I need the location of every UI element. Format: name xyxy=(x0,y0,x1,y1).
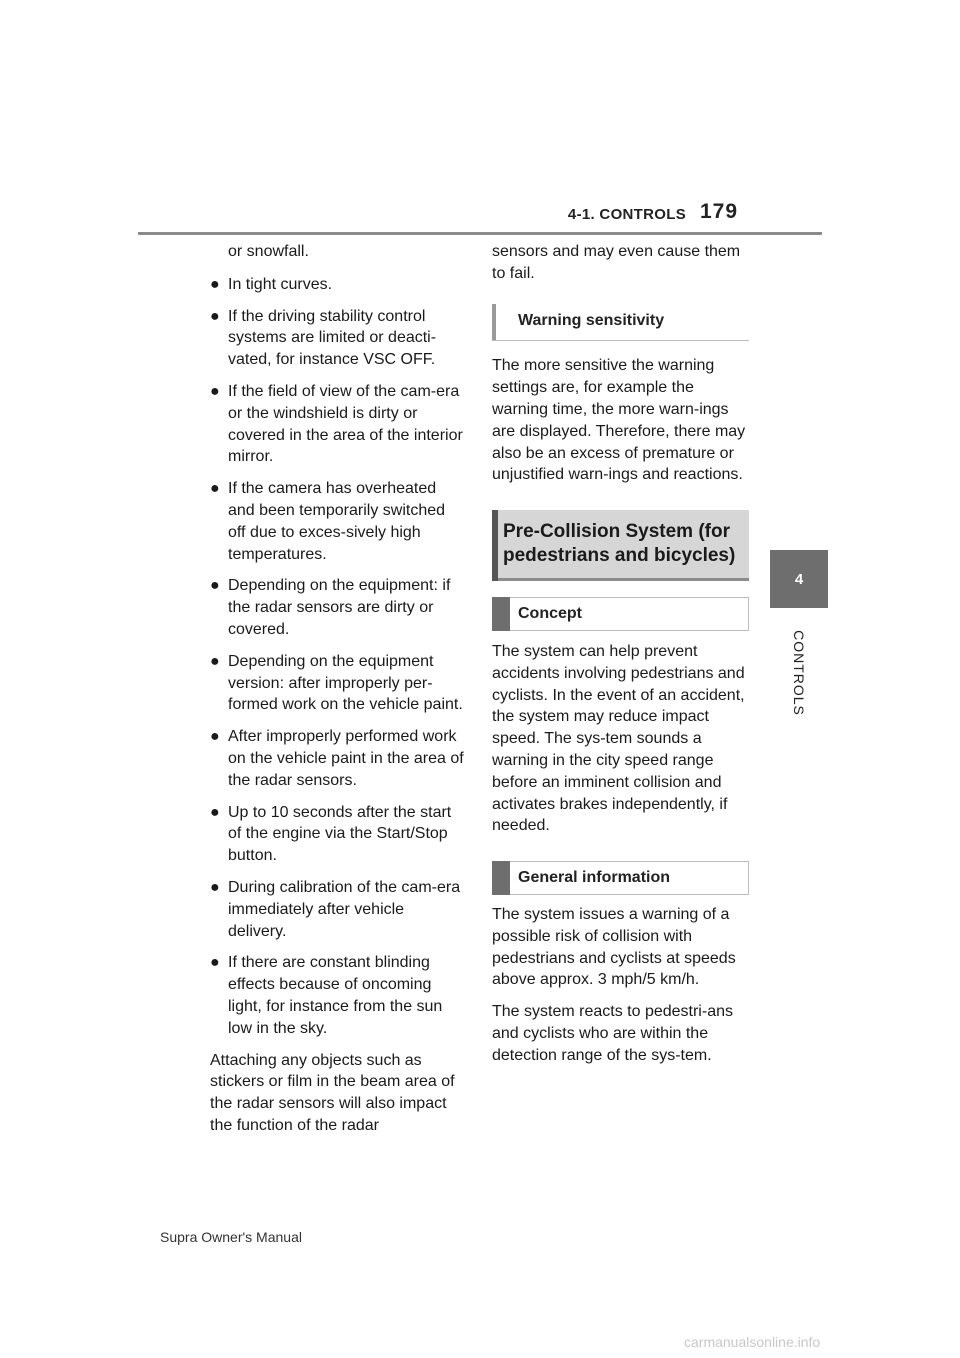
list-item-text: Depending on the equipment: if the radar sensors are dirty or covered. xyxy=(228,577,451,638)
list-item-text: After improperly performed work on the vehicle paint in the area of the radar sensors. xyxy=(228,728,464,789)
bullet-icon: ● xyxy=(210,577,220,595)
subheading-text: Warning sensitivity xyxy=(518,311,665,329)
body-paragraph: Attaching any objects such as stickers or film in the beam area of the radar sensors will also impact the function of the radar xyxy=(210,1051,455,1134)
heading-marker xyxy=(492,861,510,895)
heading-marker xyxy=(492,597,510,631)
section-title-pre-collision xyxy=(492,510,749,581)
section-marker xyxy=(492,510,498,581)
list-item-text: Up to 10 seconds after the start of the engine via the Start/Stop button. xyxy=(228,803,452,865)
continued-text: or snowfall. xyxy=(228,243,309,260)
subheading-text: General information xyxy=(518,869,671,887)
watermark: carmanualsonline.info xyxy=(684,1334,821,1350)
continued-text: sensors and may even cause them to fail. xyxy=(492,243,741,282)
list-item xyxy=(210,478,465,565)
body-paragraph: The system can help prevent accidents involving pedestrians and cyclists. In the event of an accident, the system may reduce impact speed. The sys-tem sounds a warning in the city speed range before an imminent collision and activates brakes independently, if needed. xyxy=(492,642,745,835)
list-item xyxy=(210,381,465,468)
subheading-text: Concept xyxy=(518,605,582,623)
header-divider xyxy=(138,232,822,235)
heading-marker xyxy=(492,304,496,341)
chapter-tab-label-text: CONTROLS xyxy=(791,630,808,716)
list-item xyxy=(210,306,465,371)
bullet-icon: ● xyxy=(210,307,220,325)
bullet-icon: ● xyxy=(210,878,220,896)
bullet-icon: ● xyxy=(210,954,220,972)
list-item xyxy=(210,575,465,640)
right-column xyxy=(492,241,752,1077)
subheading-warning-sensitivity xyxy=(492,304,749,342)
body-paragraph: The system reacts to pedestri-ans and cyclists who are within the detection range of the sys-tem. xyxy=(492,1003,733,1064)
list-item-text: In tight curves. xyxy=(228,275,333,293)
list-item xyxy=(210,274,465,296)
body-paragraph: The more sensitive the warning settings are, for example the warning time, the more warn-ings are displayed. Therefore, there may also be an excess of premature or unjustified warn-ings and reactions. xyxy=(492,357,746,484)
list-item xyxy=(210,877,465,942)
bullet-icon: ● xyxy=(210,728,220,746)
section-title-text: Pre-Collision System (for pedestrians and bicycles) xyxy=(503,521,736,567)
list-item-text: If the driving stability control systems are limited or deacti-vated, for instance VSC OFF. xyxy=(228,307,437,369)
body-paragraph: The system issues a warning of a possible risk of collision with pedestrians and cyclists at speeds above approx. 3 mph/5 km/h. xyxy=(492,905,736,989)
bullet-icon: ● xyxy=(210,480,220,498)
footer-manual-title: Supra Owner's Manual xyxy=(160,1229,302,1245)
list-item xyxy=(210,802,465,867)
bullet-icon: ● xyxy=(210,803,220,821)
running-header-section: 4-1. CONTROLS xyxy=(567,206,686,223)
page-number: 179 xyxy=(700,200,739,223)
bullet-icon: ● xyxy=(210,652,220,670)
bullet-icon: ● xyxy=(210,382,220,400)
list-item-text: If there are constant blinding effects because of oncoming light, for instance from the sun low in the sky. xyxy=(228,954,443,1037)
subheading-concept xyxy=(492,597,749,631)
list-item xyxy=(210,726,465,791)
chapter-tab-number: 4 xyxy=(770,550,828,608)
list-item-text: During calibration of the cam-era immediately after vehicle delivery. xyxy=(228,878,461,940)
list-item xyxy=(210,952,465,1039)
chapter-tab-label xyxy=(770,618,828,728)
subheading-general-information xyxy=(492,861,749,895)
list-item-text: If the field of view of the cam-era or the windshield is dirty or covered in the area of the interior mirror. xyxy=(228,382,463,466)
list-item xyxy=(210,651,465,716)
left-column xyxy=(210,241,465,1147)
list-item-text: If the camera has overheated and been temporarily switched off due to exces-sively high temperatures. xyxy=(228,480,446,563)
list-item-text: Depending on the equipment version: after improperly per-formed work on the vehicle paint. xyxy=(228,652,463,714)
bullet-icon: ● xyxy=(210,275,220,293)
